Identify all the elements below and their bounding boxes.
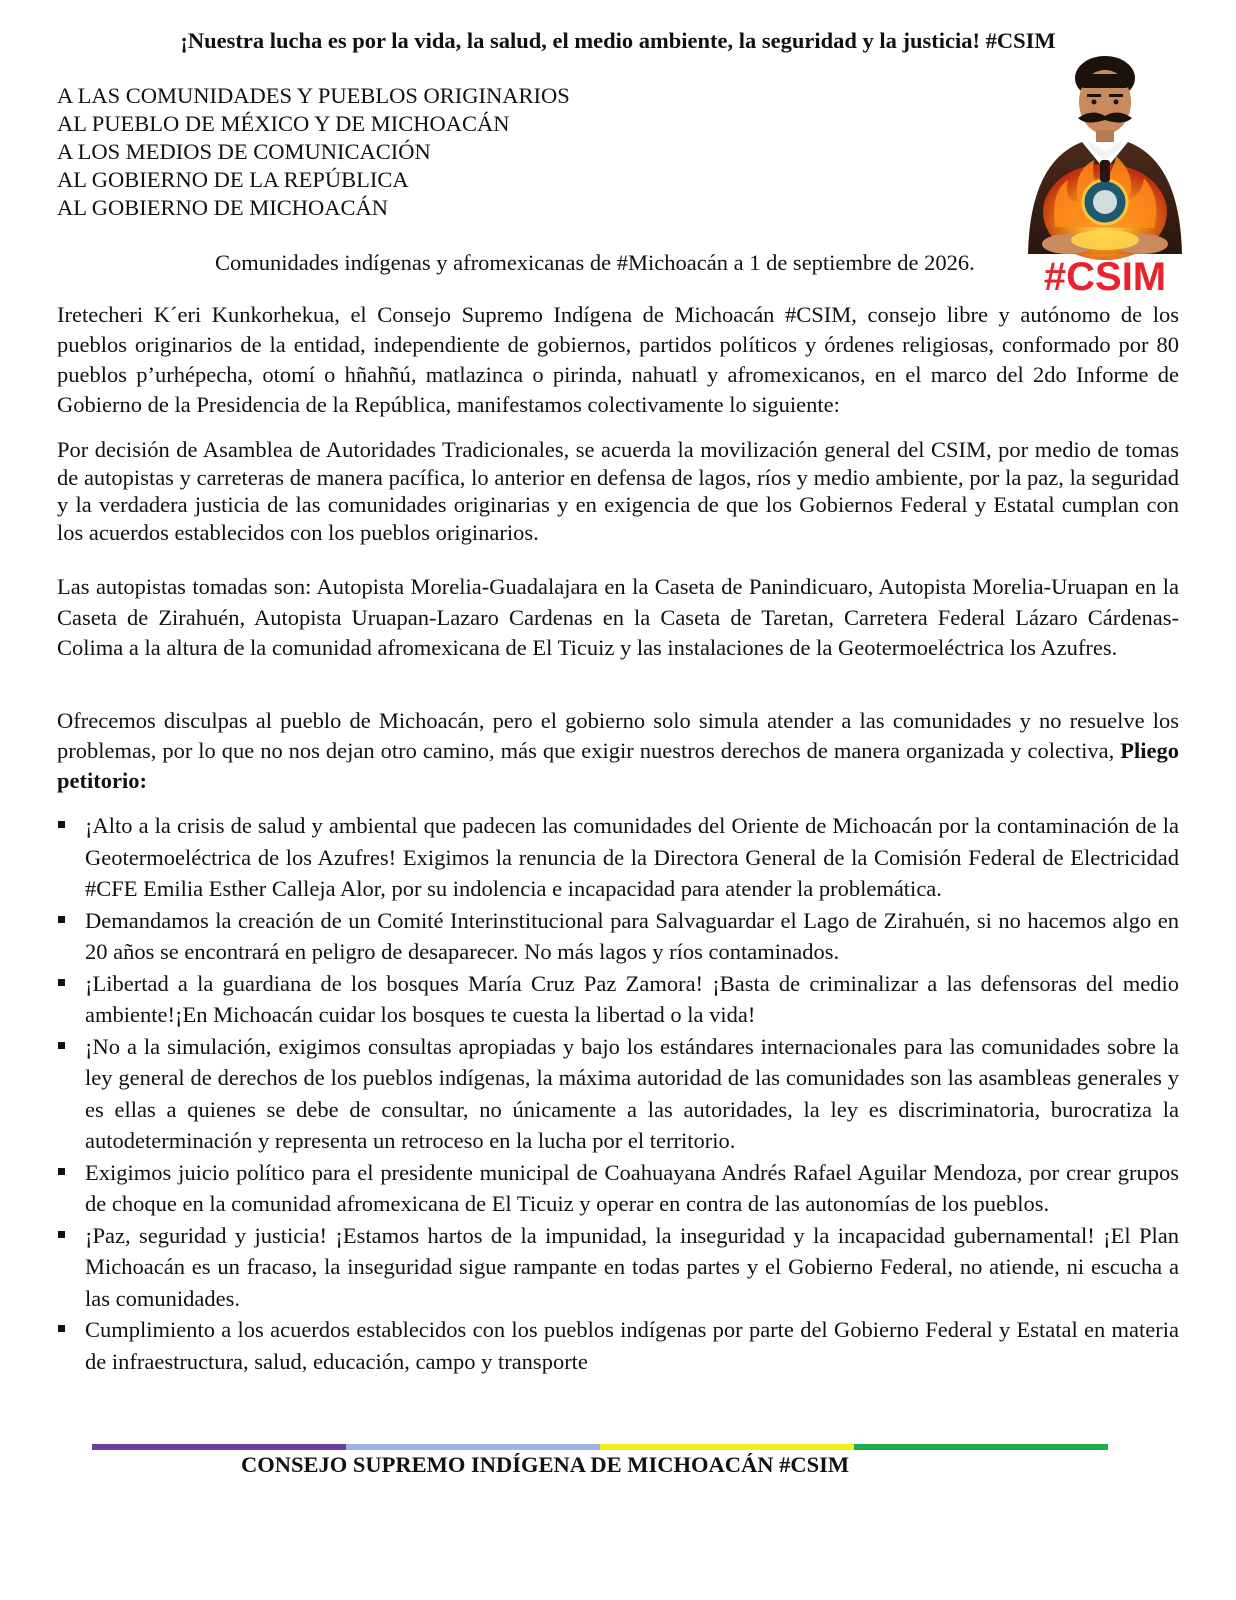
- highways-paragraph: Las autopistas tomadas son: Autopista Morelia-Guadalajara en la Caseta de Panindicuaro, Autopista Morelia-Uruapan en la Caseta de Zirahuén, Autopista Uruapan-Lazaro Cardenas en la Caseta de Taretan, Carretera Federal Lázaro Cárdenas-Colima a la altura de la comunidad afromexicana de El Ticuiz y las instalaciones de la Geotermoeléctrica los Azufres.: [57, 574, 1179, 660]
- footer-signature: CONSEJO SUPREMO INDÍGENA DE MICHOACÁN #CSIM: [241, 1452, 850, 1477]
- headline: ¡Nuestra lucha es por la vida, la salud, el medio ambiente, la seguridad y la justicia! #CSIM: [180, 28, 1056, 53]
- logo-text: #CSIM: [1043, 255, 1167, 299]
- list-item: Cumplimiento a los acuerdos establecidos con los pueblos indígenas por parte del Gobierno Federal y Estatal en materia de infraestructura, salud, educación, campo y transporte: [57, 1314, 1179, 1377]
- list-item: ¡No a la simulación, exigimos consultas apropiadas y bajo los estándares internacionales para las comunidades sobre la ley general de derechos de los pueblos indígenas, la máxima autoridad de las comunidades son las asambleas generales y es ellas a quienes se debe de consultar, no únicamente a las autoridades, la ley es discriminatoria, burocratiza la autodeterminación y representa un retroceso en la lucha por el territorio.: [57, 1031, 1179, 1157]
- petition-heading: Pliego petitorio:: [57, 738, 1179, 793]
- addressee-line: A LOS MEDIOS DE COMUNICACIÓN: [57, 139, 431, 164]
- intro-paragraph: Iretecheri K´eri Kunkorhekua, el Consejo Supremo Indígena de Michoacán #CSIM, consejo libre y autónomo de los pueblos originarios de la entidad, independiente de gobiernos, partidos políticos y órdenes religiosas, conformado por 80 pueblos p’urhépecha, otomí o hñahñú, matlazinca o pirinda, nahuatl y afromexicanos, en el marco del 2do Informe de Gobierno de la Presidencia de la República, manifestamos colectivamente lo siguiente:: [57, 302, 1179, 417]
- demands-list: [57, 810, 1179, 1377]
- dateline: Comunidades indígenas y afromexicanas de #Michoacán a 1 de septiembre de 2026.: [215, 250, 975, 275]
- list-item: Demandamos la creación de un Comité Interinstitucional para Salvaguardar el Lago de Zirahuén, si no hacemos algo en 20 años se encontrará en peligro de desaparecer. No más lagos y ríos contaminados.: [57, 905, 1179, 968]
- addressee-line: AL PUEBLO DE MÉXICO Y DE MICHOACÁN: [57, 111, 510, 136]
- zapata-emblem-image: [1020, 52, 1190, 304]
- addressee-list: [57, 82, 757, 222]
- assembly-paragraph: Por decisión de Asamblea de Autoridades Tradicionales, se acuerda la movilización general del CSIM, por medio de tomas de autopistas y carreteras de manera pacífica, lo anterior en defensa de lagos, ríos y medio ambiente, por la paz, la seguridad y la verdadera justicia de las comunidades originarias y en exigencia de que los Gobiernos Federal y Estatal cumplan con los acuerdos establecidos con los pueblos originarios.: [57, 437, 1179, 545]
- footer-bar-segment: [92, 1444, 346, 1450]
- list-item: ¡Paz, seguridad y justicia! ¡Estamos hartos de la impunidad, la inseguridad y la incapacidad gubernamental! ¡El Plan Michoacán es un fracaso, la inseguridad sigue rampante en todas partes y el Gobierno Federal, no atiende, ni escucha a las comunidades.: [57, 1220, 1179, 1315]
- list-item: ¡Libertad a la guardiana de los bosques María Cruz Paz Zamora! ¡Basta de criminalizar a las defensoras del medio ambiente!¡En Michoacán cuidar los bosques te cuesta la libertad o la vida!: [57, 968, 1179, 1031]
- footer-bar-segment: [854, 1444, 1108, 1450]
- footer-color-bar: [92, 1444, 1108, 1450]
- apology-text: Ofrecemos disculpas al pueblo de Michoacán, pero el gobierno solo simula atender a las comunidades y no resuelve los problemas, por lo que no nos dejan otro camino, más que exigir nuestros derechos de manera organizada y colectiva,: [57, 708, 1179, 763]
- csim-logo: [1020, 52, 1190, 304]
- addressee-line: A LAS COMUNIDADES Y PUEBLOS ORIGINARIOS: [57, 83, 570, 108]
- addressee-line: AL GOBIERNO DE MICHOACÁN: [57, 195, 389, 220]
- footer-bar-segment: [600, 1444, 854, 1450]
- apology-paragraph: [57, 706, 1179, 796]
- list-item: ¡Alto a la crisis de salud y ambiental que padecen las comunidades del Oriente de Michoacán por la contaminación de la Geotermoeléctrica de los Azufres! Exigimos la renuncia de la Directora General de la Comisión Federal de Electricidad #CFE Emilia Esther Calleja Alor, por su indolencia e incapacidad para atender la problemática.: [57, 810, 1179, 905]
- addressee-line: AL GOBIERNO DE LA REPÚBLICA: [57, 167, 409, 192]
- list-item: Exigimos juicio político para el presidente municipal de Coahuayana Andrés Rafael Aguilar Mendoza, por crear grupos de choque en la comunidad afromexicana de El Ticuiz y operar en contra de las autonomías de los pueblos.: [57, 1157, 1179, 1220]
- footer-bar-segment: [346, 1444, 600, 1450]
